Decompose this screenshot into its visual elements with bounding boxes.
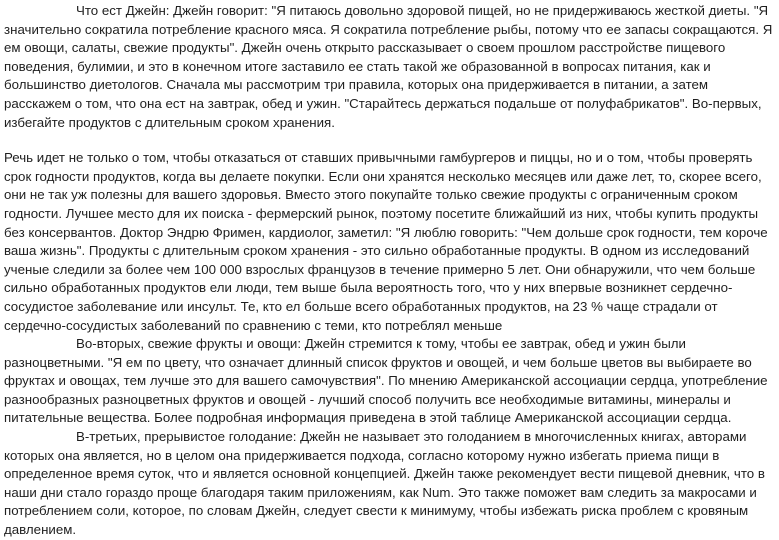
paragraph-fruits-vegetables: Во-вторых, свежие фрукты и овощи: Джейн стремится к тому, чтобы ее завтрак, обед и ужин были разноцветными. "Я ем по цвету, что означает длинный список фруктов и овощей, и чем больше цветов вы выбираете во фруктах и овощах, тем лучше это для вашего самочувствия". По мнению Американской ассоциации сердца, употребление разнообразных разноцветных фруктов и овощей - лучший способ получить все необходимые витамины, минералы и питательные вещества. Более подробная информация приведена в этой таблице Американской ассоциации сердца. xyxy=(4,336,768,426)
paragraph-gap xyxy=(4,132,775,149)
paragraph-intermittent-fasting: В-третьих, прерывистое голодание: Джейн не называет это голоданием в многочисленных книгах, авторами которых она является, но в целом она придерживается подхода, согласно которому нужно избегать приема пищи в определенное время суток, что и является основной концепцией. Джейн также рекомендует вести пищевой дневник, что в наши дни стало гораздо проще благодаря таким приложениям, как Num. Это также поможет вам следить за макросами и потреблением соли, которое, по словам Джейн, следует свести к минимуму, чтобы избежать риска проблем с кровяным давлением. xyxy=(4,429,765,538)
paragraph-shelf-life: Речь идет не только о том, чтобы отказаться от ставших привычными гамбургеров и пиццы, но и о том, чтобы проверять срок годности продуктов, когда вы делаете покупки. Если они хранятся несколько месяцев или даже лет, то, скорее всего, они не так уж полезны для вашего здоровья. Вместо этого покупайте только свежие продукты с ограниченным сроком годности. Лучшее место для их поиска - фермерский рынок, поэтому посетите ближайший из них, чтобы купить продукты без консервантов. Доктор Эндрю Фримен, кардиолог, заметил: "Я люблю говорить: "Чем дольше срок годности, тем короче ваша жизнь". Продукты с длительным сроком хранения - это сильно обработанные продукты. В одном из исследований ученые следили за более чем 100 000 взрослых французов в течение примерно 5 лет. Они обнаружили, что чем больше сильно обработанных продуктов ели люди, тем выше была вероятность того, что у них впервые возникнет сердечно-сосудистое заболевание или инсульт. Те, кто ел больше всего обработанных продуктов, на 23 % чаще страдали от сердечно-сосудистых заболеваний по сравнению с теми, кто потреблял меньше xyxy=(4,150,768,333)
paragraph-what-jane-eats: Что ест Джейн: Джейн говорит: "Я питаюсь довольно здоровой пищей, но не придерживаюсь жесткой диеты. "Я значительно сократила потребление красного мяса. Я сократила потребление рыбы, потому что ее запасы сокращаются. Я ем овощи, салаты, свежие продукты". Джейн очень открыто рассказывает о своем прошлом расстройстве пищевого поведения, булимии, и это в конечном итоге заставило ее стать такой же образованной в вопросах питания, как и большинство диетологов. Сначала мы рассмотрим три правила, которых она придерживается в питании, а затем расскажем о том, что она ест на завтрак, обед и ужин. "Старайтесь держаться подальше от полуфабрикатов". Во-первых, избегайте продуктов с длительным сроком хранения. xyxy=(4,3,773,130)
